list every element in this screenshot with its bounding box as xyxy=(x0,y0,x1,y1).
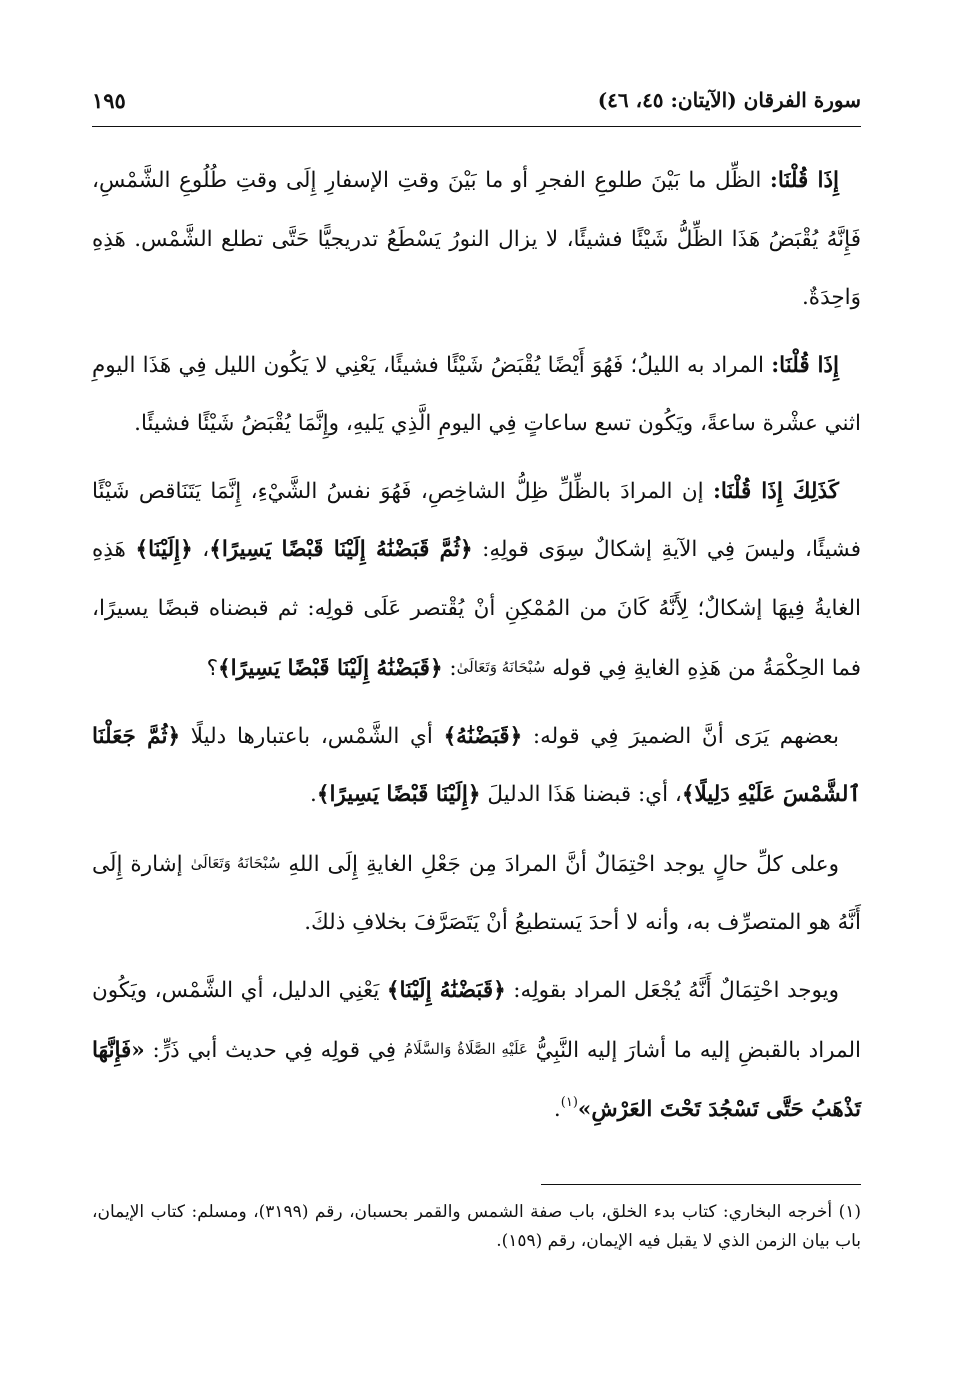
honorific-phrase: عَلَيْهِ الصَّلَاةُ وَالسَّلَامُ xyxy=(403,1040,528,1058)
quran-verse-quote: ﴿إِلَيْنَا قَبْضًا يَسِيرًا﴾ xyxy=(316,782,481,807)
paragraph-text: : xyxy=(442,656,457,681)
quran-verse-quote: ﴿ثُمَّ جَعَلْنَا ٱلشَّمْسَ عَلَيْهِ دَلِيلًا﴾ xyxy=(92,723,861,807)
honorific-phrase: سُبْحَانَهُ وَتَعَالَىٰ xyxy=(190,853,281,872)
paragraph-text: إشارة إِلَى أَنَّهُ هو المتصرِّف به، وأنه لا أحدَ يَستطيعُ أنْ يَتَصَرَّفَ بخلافِ ذلكَ. xyxy=(92,851,861,935)
header-divider xyxy=(92,126,861,127)
footnote-divider xyxy=(541,1184,861,1185)
paragraph-text: الظِّل ما بَيْنَ طلوعِ الفجرِ أو ما بَيْنَ وقتِ الإسفارِ إِلَى وقتِ طُلُوعِ الشَّمْسِ، فَإِنَّهُ يُقْبَضُ هَذَا الظِّلُّ شَيْئًا فشيئًا، لا يزال النورُ يَسْطَعُ تدريجيًّا حَتَّى تطلع الشَّمْس. هَذِهِ وَاحِدَةٌ. xyxy=(92,168,861,310)
paragraph-text: ؟ xyxy=(206,656,218,681)
paragraph-5 xyxy=(92,834,861,953)
paragraph-text: ويوجد احْتِمَالٌ أَنَّهُ يُجْعَل المراد بقولِه: xyxy=(505,977,839,1003)
paragraph-text: أي الشَّمْس، باعتبارها دليلًا xyxy=(180,723,444,749)
hadith-quote: «فَإِنَّهَا تَذْهَبُ حَتَّى تَسْجُدَ تَحْتَ العَرْشِ» xyxy=(92,1038,861,1122)
quran-verse-quote: ﴿قَبَضْنَٰهُ﴾ xyxy=(443,723,523,749)
honorific-phrase: سُبْحَانَهُ وَتَعَالَىٰ xyxy=(456,658,546,676)
paragraph-text: . xyxy=(553,1096,561,1122)
paragraph-text: ، xyxy=(192,537,210,562)
paragraph-1 xyxy=(92,152,861,328)
main-text xyxy=(92,152,861,1148)
quran-verse-quote: ﴿إِلَيْنَا﴾ xyxy=(135,537,193,562)
paragraph-text: . xyxy=(310,782,317,807)
paragraph-text: بعضهم يَرَى أنَّ الضميرَ فِي قوله: xyxy=(522,723,839,749)
paragraph-text: فِي قولِه فِي حديث أبي ذَرٍّ: xyxy=(144,1038,404,1063)
paragraph-lead: إِذَا قُلْنَا: xyxy=(769,168,839,193)
paragraph-text: هَذِهِ الغايةُ فِيهَا إشكالٌ؛ لِأَنَّهُ كَانَ من المُمْكِنِ أنْ يُقْتصر عَلَى قولِه: ثم قبضناه قبضًا يسيرًا، فما الحِكْمَةُ من هَذِهِ الغايةِ فِي قوله xyxy=(92,537,861,681)
quran-verse-quote: ﴿قَبَضْنَٰهُ إِلَيْنَا قَبْضًا يَسِيرًا﴾ xyxy=(217,656,443,681)
paragraph-4 xyxy=(92,708,861,825)
paragraph-text: المراد به الليلُ؛ فَهُوَ أَيْضًا يُقْبَضُ شَيْئًا فشيئًا، يَعْنِي لا يَكُون الليل فِي هَذَا اليومِ اثني عشْرة ساعةً، ويَكُون تسع ساعاتٍ فِي اليومِ الَّذِي يَليهِ، وإِنَّمَا يُقْبَضُ شَيْئًا فشيئًا. xyxy=(92,352,861,436)
paragraph-text: وعلى كلِّ حالٍ يوجد احْتِمَالٌ أنَّ المرادَ مِن جَعْلِ الغايةِ إِلَى اللهِ xyxy=(280,851,839,877)
running-header xyxy=(92,88,861,122)
quran-verse-quote: ﴿قَبَضْنَٰهُ إِلَيْنَا﴾ xyxy=(386,977,506,1003)
footnote-marker[interactable]: (١) xyxy=(560,1094,578,1110)
paragraph-text: إن المرادَ بالظِّلِّ ظِلُّ الشاخِصِ، فَهُوَ نفسُ الشَّيْءِ، إِنَّمَا يَتَنَاقص شَيْئًا فشيئًا، وليسَ فِي الآيةِ إشكالٌ سِوَى قولِهِ: xyxy=(92,478,861,562)
quran-verse-quote: ﴿ثُمَّ قَبَضْنَٰهُ إِلَيْنَا قَبْضًا يَسِيرًا﴾ xyxy=(209,537,473,562)
paragraph-3 xyxy=(92,463,861,699)
paragraph-text: ، أي: قبضنا هَذَا الدليلَ xyxy=(480,782,682,807)
paragraph-2 xyxy=(92,337,861,454)
paragraph-lead: كَذَلِكَ إِذَا قُلْنَا: xyxy=(712,478,840,504)
paragraph-6 xyxy=(92,962,861,1140)
surah-title: سورة الفرقان (الآيتان: ٤٥، ٤٦) xyxy=(597,88,861,112)
page-number: ١٩٥ xyxy=(92,88,126,113)
paragraph-lead: إِذَا قُلْنَا: xyxy=(771,352,839,378)
paragraph-text: يَعْنِي الدليل، أي الشَّمْس، ويَكُون المراد بالقبضِ إليه ما أشارَ إليه النَّبِيُّ xyxy=(92,977,861,1063)
footnote-1: (١) أخرجه البخاري: كتاب بدء الخلق، باب صفة الشمس والقمر بحسبان، رقم (٣١٩٩)، ومسلم: كتاب الإيمان، باب بيان الزمن الذي لا يقبل فيه الإيمان، رقم (١٥٩). xyxy=(92,1202,861,1251)
footnotes xyxy=(92,1198,861,1256)
